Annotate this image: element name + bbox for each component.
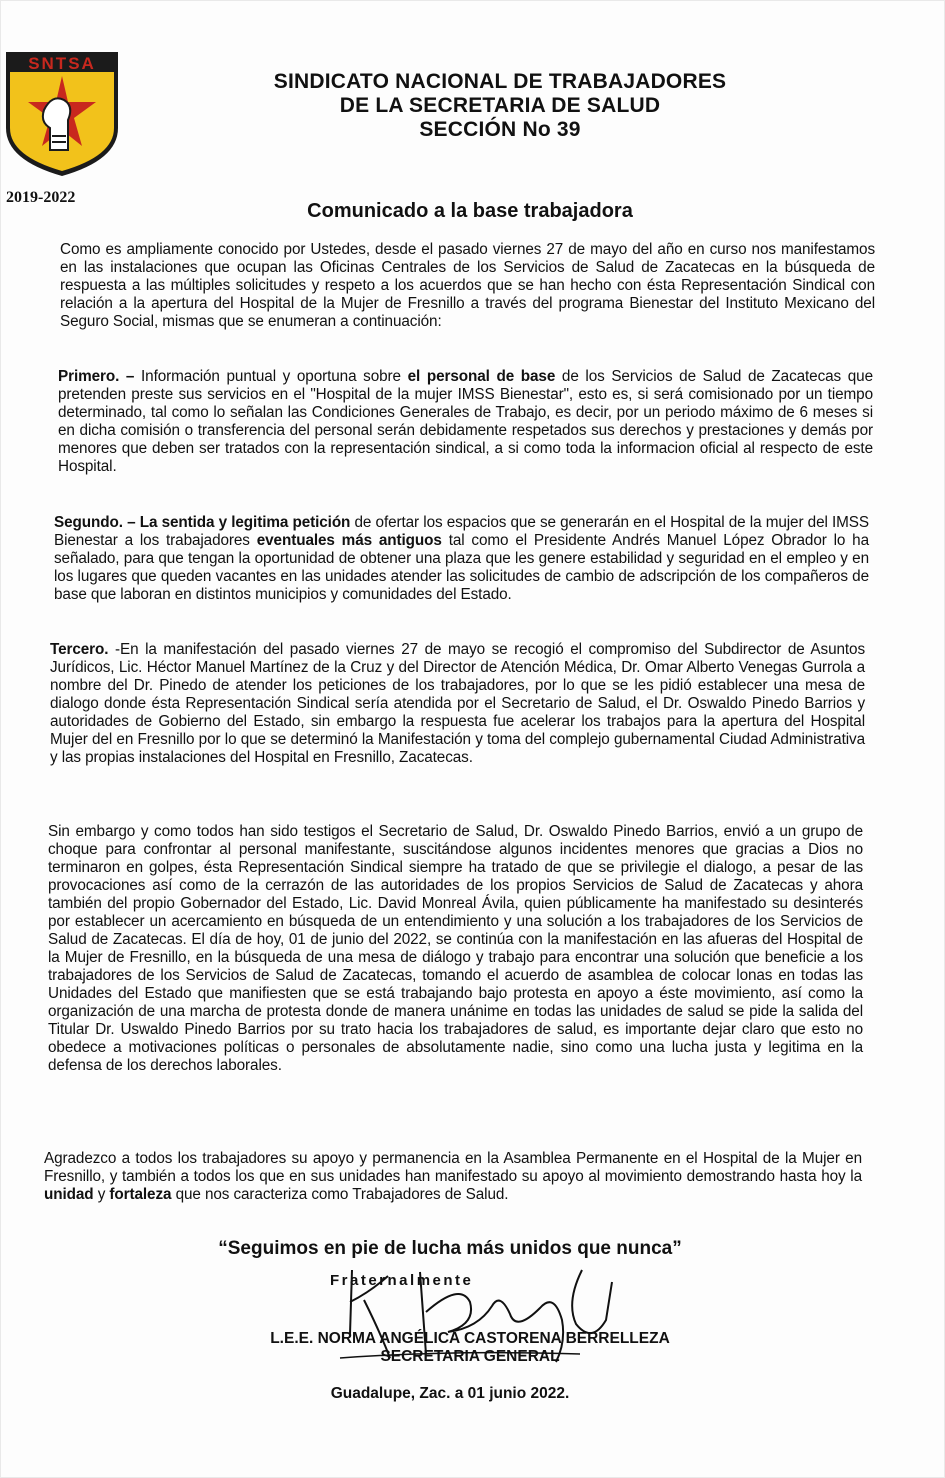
tercero-lead: Tercero. (50, 641, 109, 658)
signer-name: L.E.E. NORMA ANGÉLICA CASTORENA BERRELLEZA (270, 1330, 670, 1347)
signer-role: SECRETARIA GENERAL (380, 1348, 560, 1365)
primero-lead: Primero. – (58, 368, 135, 385)
header-line-3: SECCIÓN No 39 (419, 118, 581, 141)
logo-text: SNTSA (28, 54, 96, 73)
union-header (180, 70, 820, 142)
intro-paragraph: Como es ampliamente conocido por Ustedes, desde el pasado viernes 27 de mayo del año en curso nos manifestamos en las instalaciones que ocupan las Oficinas Centrales de los Servicios de Salud de Zacatecas en la búsqueda de respuesta a las múltiples solicitudes y respeto a los acuerdos que se han hecho con ésta Representación Sindical con relación a la apertura del Hospital de la Mujer de Fresnillo a través del programa Bienestar del Instituto Mexicano del Seguro Social, mismas que se enumeran a continuación: (60, 241, 875, 330)
period-label: 2019-2022 (6, 189, 76, 206)
paragraph-primero: Primero. – Información puntual y oportuna sobre el personal de base de los Servicios de Salud de Zacatecas que pretenden preste sus servicios en el "Hospital de la mujer IMSS Bienestar", esto es, si será comisionado por un tiempo determinado, tal como lo señalan las Condiciones Generales de Trabajo, es decir, por un periodo máximo de 6 meses si en dicha comisión o transferencia del personal serán debidamente respetados sus derechos y prestaciones y demás por menores que deben ser tratados con la representación sindical, a si como toda la informacion oficial al respecto de este Hospital. (58, 368, 873, 475)
paragraph-tercero: Tercero. -En la manifestación del pasado viernes 27 de mayo se recogió el compromiso del Subdirector de Asuntos Jurídicos, Lic. Héctor Manuel Martínez de la Cruz y del Director de Atención Médica, Dr. Omar Alberto Venegas Gurrola a nombre del Dr. Pinedo de atender los peticiones de los trabajadores, por lo que se les pidió establecer una mesa de dialogo donde ésta Representación Sindical sería atendida por el Secretario de Salud, el Dr. Oswaldo Pinedo Barrios y autoridades de Gobierno del Estado, sin embargo la respuesta fue acelerar los trabajos para la apertura del Hospital Mujer del en Fresnillo por lo que se determinó la Manifestación y toma del complejo gubernamental Ciudad Administrativa y las propias instalaciones del Hospital en Fresnillo, Zacatecas. (50, 641, 865, 766)
closing-slogan: “Seguimos en pie de lucha más unidos que nunca” (218, 1238, 682, 1259)
paragraph-sin-embargo: Sin embargo y como todos han sido testigos el Secretario de Salud, Dr. Oswaldo Pinedo Barrios, envió a un grupo de choque para confrontar al personal manifestante, suscitándose algunos incidentes menores que gracias a Dios no terminaron en golpes, ésta Representación Sindical siempre ha tratado de que se privilegie el dialogo, a pesar de las provocaciones así como de la cerrazón de las autoridades de los propios Servicios de Salud de Zacatecas y ahora también del propio Gobernador del Estado, Lic. David Monreal Ávila, quien públicamente ha manifestado su desinterés por establecer un acercamiento en búsqueda de un entendimiento y una solución a los trabajadores de los Servicios de Salud de Zacatecas. El día de hoy, 01 de junio del 2022, se continúa con la manifestación en las afueras del Hospital de la Mujer de Fresnillo, en la búsqueda de una mesa de diálogo y trabajo para encontrar una solución que beneficie a los trabajadores de los Servicios de Salud de Zacatecas, tomando el acuerdo de asamblea de colocar lonas en todas las Unidades del Estado que manifiesten que se está trabajando bajo protesta en apoyo a éste movimiento, así como la organización de una marcha de protesta donde de manera unánime en todas las unidades de salud se pide la salida del Titular Dr. Uswaldo Pinedo Barrios por su trato hacia los trabajadores de salud, es importante dejar claro que esto no obedece a motivaciones políticas o personales de absolutamente nadie, sino como una lucha justa y legitima en la defensa de los derechos laborales. (48, 823, 863, 1074)
place-date: Guadalupe, Zac. a 01 junio 2022. (330, 1385, 570, 1402)
document-title: Comunicado a la base trabajadora (307, 200, 633, 222)
header-line-2: DE LA SECRETARIA DE SALUD (339, 94, 661, 117)
header-line-1: SINDICATO NACIONAL DE TRABAJADORES (273, 70, 727, 93)
signer-block (130, 1330, 810, 1366)
paragraph-segundo: Segundo. – La sentida y legitima petición de ofertar los espacios que se generarán en el Hospital de la mujer del IMSS Bienestar a los trabajadores eventuales más antiguos tal como el Presidente Andrés Manuel López Obrador lo ha señalado, para que tengan la oportunidad de obtener una plaza que les genere estabilidad y seguridad en el empleo y en los lugares que queden vacantes en las unidades atender las solicitudes de cambio de adscripción de los compañeros de base que laboran en distintos municipios y comunidades del Estado. (54, 514, 869, 603)
sntsa-logo (4, 50, 120, 178)
paragraph-agradezco: Agradezco a todos los trabajadores su apoyo y permanencia en la Asamblea Permanente en el Hospital de la Mujer en Fresnillo, y también a todos los que en sus unidades han manifestado su apoyo al movimiento demostrando hasta hoy la unidad y fortaleza que nos caracteriza como Trabajadores de Salud. (44, 1150, 862, 1203)
segundo-lead: Segundo. – La sentida y legitima petición (54, 514, 351, 531)
fraternal-closing: Fraternalmente (330, 1272, 474, 1289)
